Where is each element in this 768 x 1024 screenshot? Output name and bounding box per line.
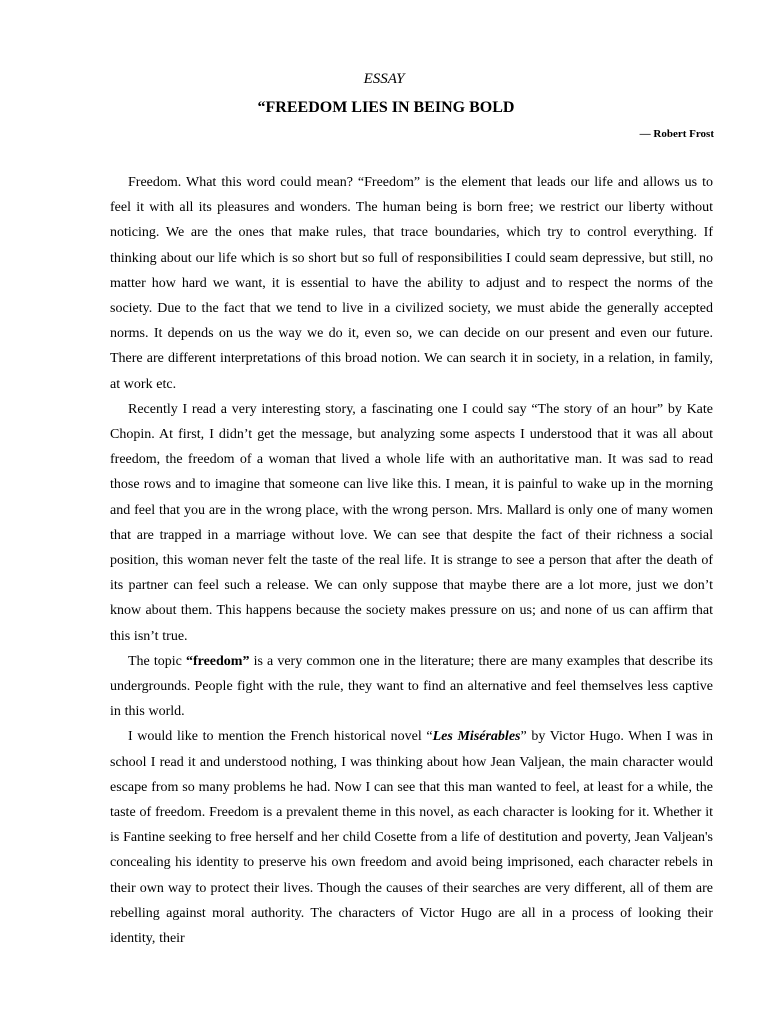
essay-body (110, 170, 713, 951)
paragraph-4-text-start: I would like to mention the French historical novel “ (128, 729, 433, 745)
essay-title: “FREEDOM LIES IN BEING BOLD (257, 99, 515, 116)
novel-title (433, 729, 521, 744)
paragraph-4-text-end: ” by Victor Hugo. When I was in school I read it and understood nothing, I was thinking about how Jean Valjean, the main character would escape from so many problems he had. Now I can see that this man wanted to feel, at least for a while, the taste of freedom. Freedom is a prevalent theme in this novel, as each character is looking for it. Whether it is Fantine seeking to free herself and her child Cosette from a life of destitution and poverty, Jean Valjean's concealing his identity to preserve his own freedom and avoid being imprisoned, each character rebels in their own way to protect their lives. Though the causes of their searches are very different, all of them are rebelling against moral authority. The characters of Victor Hugo are all in a process of looking their identity, their (110, 729, 713, 947)
paragraph-3-text-end: is a very common one in the literature; there are many examples that describe its undergrounds. People fight with the rule, they want to find an alternative and feel themselves less captive in this world. (110, 653, 713, 720)
paragraph-3-text-start: The topic (128, 653, 186, 669)
paragraph-3 (110, 649, 713, 725)
paragraph-1: Freedom. What this word could mean? “Freedom” is the element that leads our life and allows us to feel it with all its pleasures and wonders. The human being is born free; we restrict our liberty without noticing. We are the ones that make rules, that trace boundaries, which try to control everything. If thinking about our life which is so short but so full of responsibilities I could seam depressive, but still, no matter how hard we want, it is essential to have the ability to adjust and to respect the norms of the society. Due to the fact that we tend to live in a civilized society, we must abide the generally accepted norms. It depends on us the way we do it, even so, we can decide on our present and even our future. There are different interpretations of this broad notion. We can search it in society, in a relation, in family, at work etc. (110, 175, 713, 392)
essay-label: ESSAY (363, 71, 405, 87)
paragraph-2: Recently I read a very interesting story, a fascinating one I could say “The story of an hour” by Kate Chopin. At first, I didn’t get the message, but analyzing some aspects I understood that it was all about freedom, the freedom of a woman that lived a whole life with an authoritative man. It was sad to read those rows and to imagine that someone can live like this. I mean, it is painful to wake up in the morning and feel that you are in the wrong place, with the wrong person. Mrs. Mallard is only one of many women that are trapped in a marriage without love. We can see that despite the fact of their richness a social position, this woman never felt the taste of the real life. It is strange to see a person that after the death of its partner can feel such a release. We can only suppose that maybe there are a lot more, just we don’t know about them. This happens because the society makes pressure on us; and none of us can affirm that this isn’t true. (110, 401, 713, 644)
novel-title-italic: Les Misérables (432, 729, 521, 745)
paragraph-4 (110, 724, 713, 951)
essay-author: — Robert Frost (639, 128, 714, 140)
freedom-term: “freedom” (185, 653, 250, 669)
